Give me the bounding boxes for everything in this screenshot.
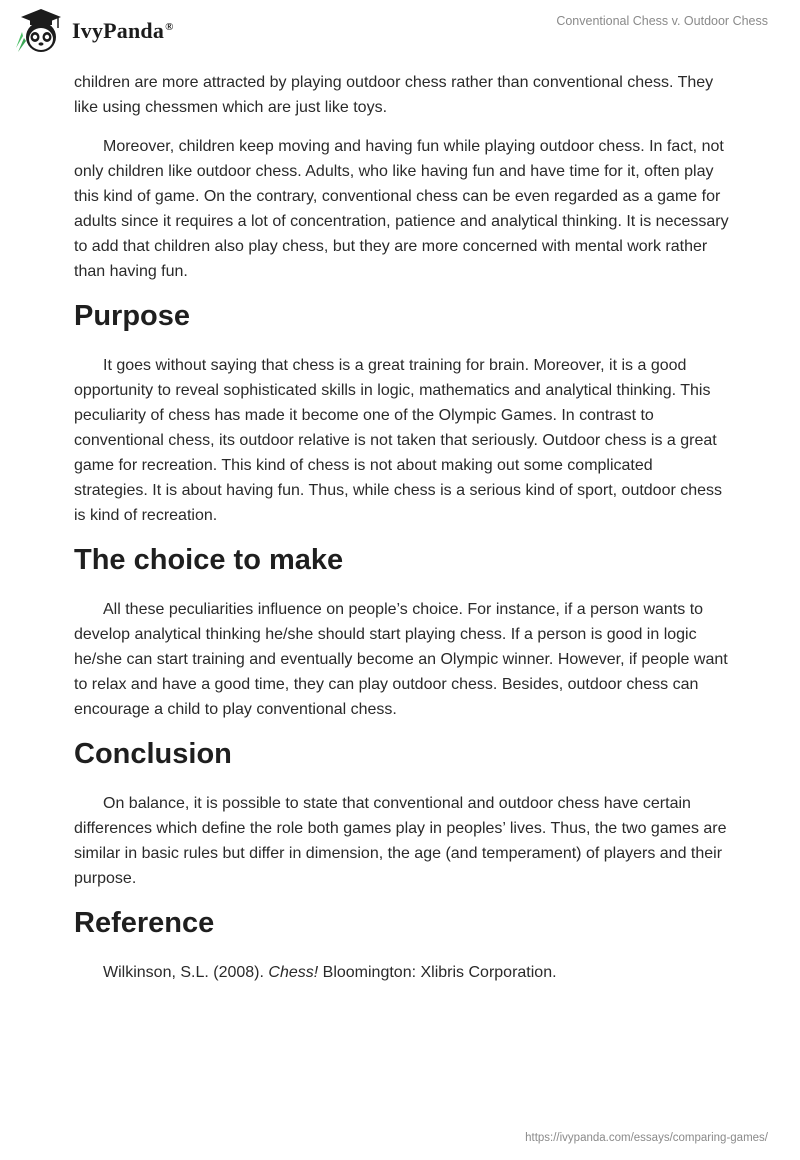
reference-heading: Reference [74,907,215,939]
conclusion-heading: Conclusion [74,738,232,770]
intro-continuation: children are more attracted by playing outdoor chess rather than conventional chess. They like using chessmen which are just like toys. [74,74,714,116]
source-url[interactable]: https://ivypanda.com/essays/comparing-games/ [525,1132,768,1144]
conclusion-paragraph: On balance, it is possible to state that conventional and outdoor chess have certain differences which define the role both games play in peoples’ lives. Thus, the two games are similar in basic rules but differ in dimension, the age (and temperament) of players and their purpose. [74,795,727,887]
reference-book-title: Chess! [268,964,319,981]
choice-heading: The choice to make [74,544,344,576]
purpose-heading: Purpose [74,300,191,332]
document-title: Conventional Chess v. Outdoor Chess [556,14,768,28]
panda-icon [14,8,68,54]
reference-entry [74,960,730,985]
essay-content [74,70,730,999]
brand-name: IvyPanda® [72,18,174,43]
purpose-paragraph: It goes without saying that chess is a great training for brain. Moreover, it is a good opportunity to reveal sophisticated skills in logic, mathematics and analytical thinking. This peculiarity of chess has made it become one of the Olympic Games. In contrast to conventional chess, its outdoor relative is not taken that seriously. Outdoor chess is a great game for recreation. This kind of chess is not about making out some complicated strategies. It is about having fun. Thus, while chess is a serious kind of sport, outdoor chess is kind of recreation. [74,357,723,524]
intro-paragraph: Moreover, children keep moving and having fun while playing outdoor chess. In fact, not only children like outdoor chess. Adults, who like having fun and have time for it, often play this kind of game. On the contrary, conventional chess can be even regarded as a game for adults since it requires a lot of concentration, patience and analytical thinking. It is necessary to add that children also play chess, but they are more concerned with mental work rather than having fun. [74,138,729,280]
ivypanda-logo[interactable] [14,8,174,54]
page-header [0,0,800,70]
choice-paragraph: All these peculiarities influence on people’s choice. For instance, if a person wants to develop analytical thinking he/she should start playing chess. If a person is good in logic he/she can start training and eventually become an Olympic winner. However, if people want to relax and have a good time, they can play outdoor chess. Besides, outdoor chess can encourage a child to play conventional chess. [74,601,728,718]
reference-publisher: Bloomington: Xlibris Corporation. [318,964,557,981]
reference-authors: Wilkinson, S.L. (2008). [103,964,269,981]
